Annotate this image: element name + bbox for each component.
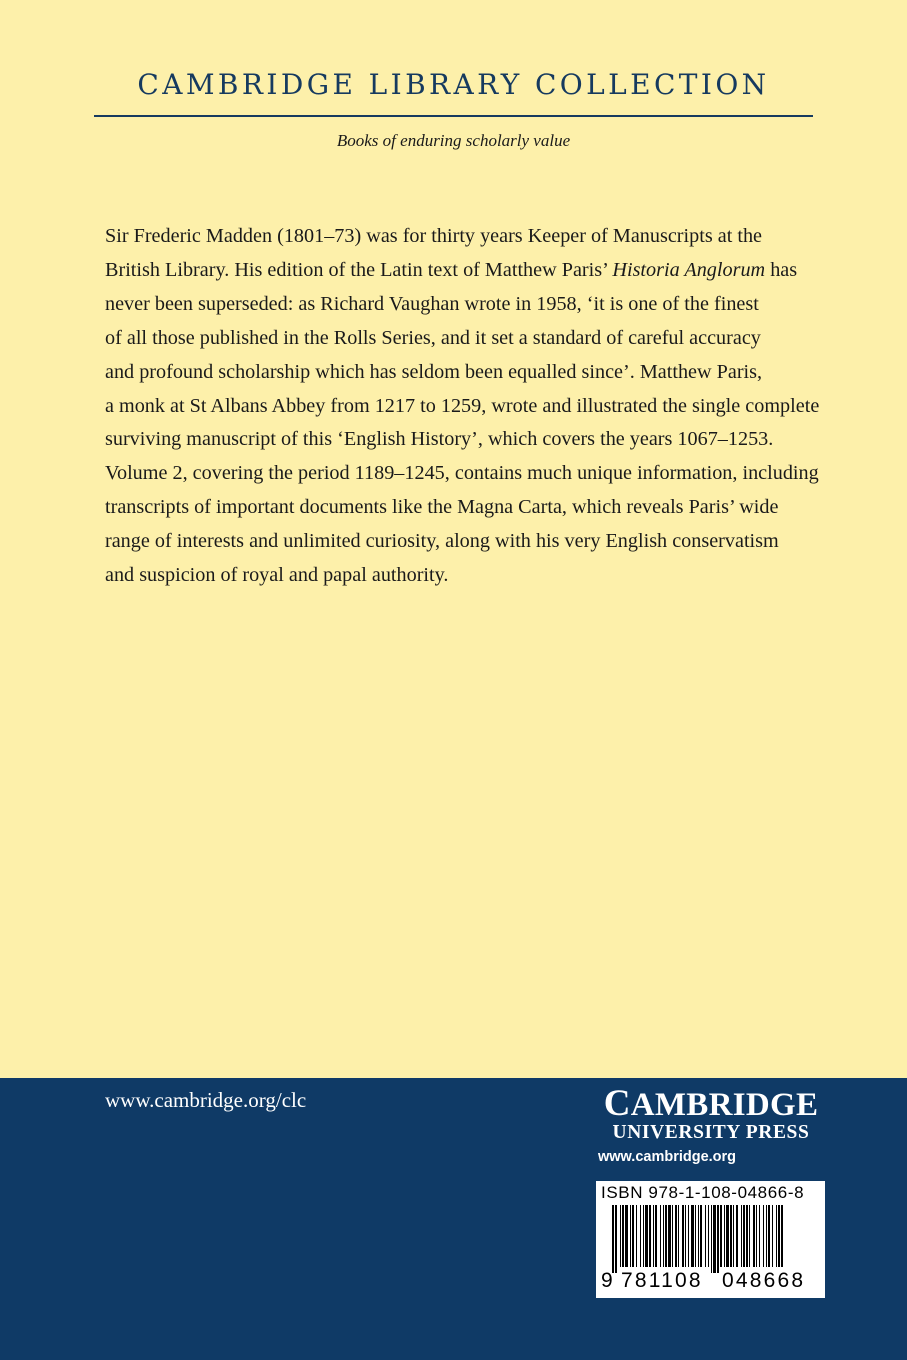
publisher-url[interactable]: www.cambridge.org <box>598 1149 737 1165</box>
book-title-italic: Historia Anglorum <box>612 258 766 281</box>
publisher-logo-subtitle: UNIVERSITY PRESS <box>612 1122 810 1143</box>
publisher-logo-name: CAMBRIDGE <box>603 1083 819 1124</box>
blurb-line: never been superseded: as Richard Vaughan wrote in 1958, ‘it is one of the finest <box>105 292 759 315</box>
blurb-line: transcripts of important documents like the Magna Carta, which reveals Paris’ wide <box>105 496 779 519</box>
blurb-line: of all those published in the Rolls Series, and it set a standard of careful accuracy <box>105 326 761 349</box>
blurb-line: British Library. His edition of the Latin text of Matthew Paris’ Historia Anglorum has <box>105 258 798 281</box>
blurb-line: a monk at St Albans Abbey from 1217 to 1259, wrote and illustrated the single complete <box>105 394 820 417</box>
barcode-icon <box>612 1205 816 1273</box>
series-tagline: Books of enduring scholarly value <box>336 131 571 150</box>
isbn-text: ISBN 978-1-108-04866-8 <box>601 1183 805 1202</box>
header-rule <box>94 115 813 117</box>
series-title: CAMBRIDGE LIBRARY COLLECTION <box>137 68 770 101</box>
blurb-line: surviving manuscript of this ‘English History’, which covers the years 1067–1253. <box>105 428 774 451</box>
barcode-digit-prefix: 9 <box>601 1269 613 1292</box>
barcode-digits-left: 781108 <box>621 1269 703 1292</box>
description-blurb <box>105 220 820 593</box>
blurb-line: Volume 2, covering the period 1189–1245, contains much unique information, including <box>105 462 819 485</box>
blurb-line: Sir Frederic Madden (1801–73) was for thirty years Keeper of Manuscripts at the <box>105 225 763 247</box>
blurb-line: and suspicion of royal and papal authority. <box>105 564 449 587</box>
barcode-digits-right: 048668 <box>722 1269 806 1292</box>
series-url-link[interactable]: www.cambridge.org/clc <box>105 1088 307 1112</box>
blurb-line: and profound scholarship which has seldom been equalled since’. Matthew Paris, <box>105 360 763 383</box>
blurb-line: range of interests and unlimited curiosity, along with his very English conservatism <box>105 530 779 553</box>
